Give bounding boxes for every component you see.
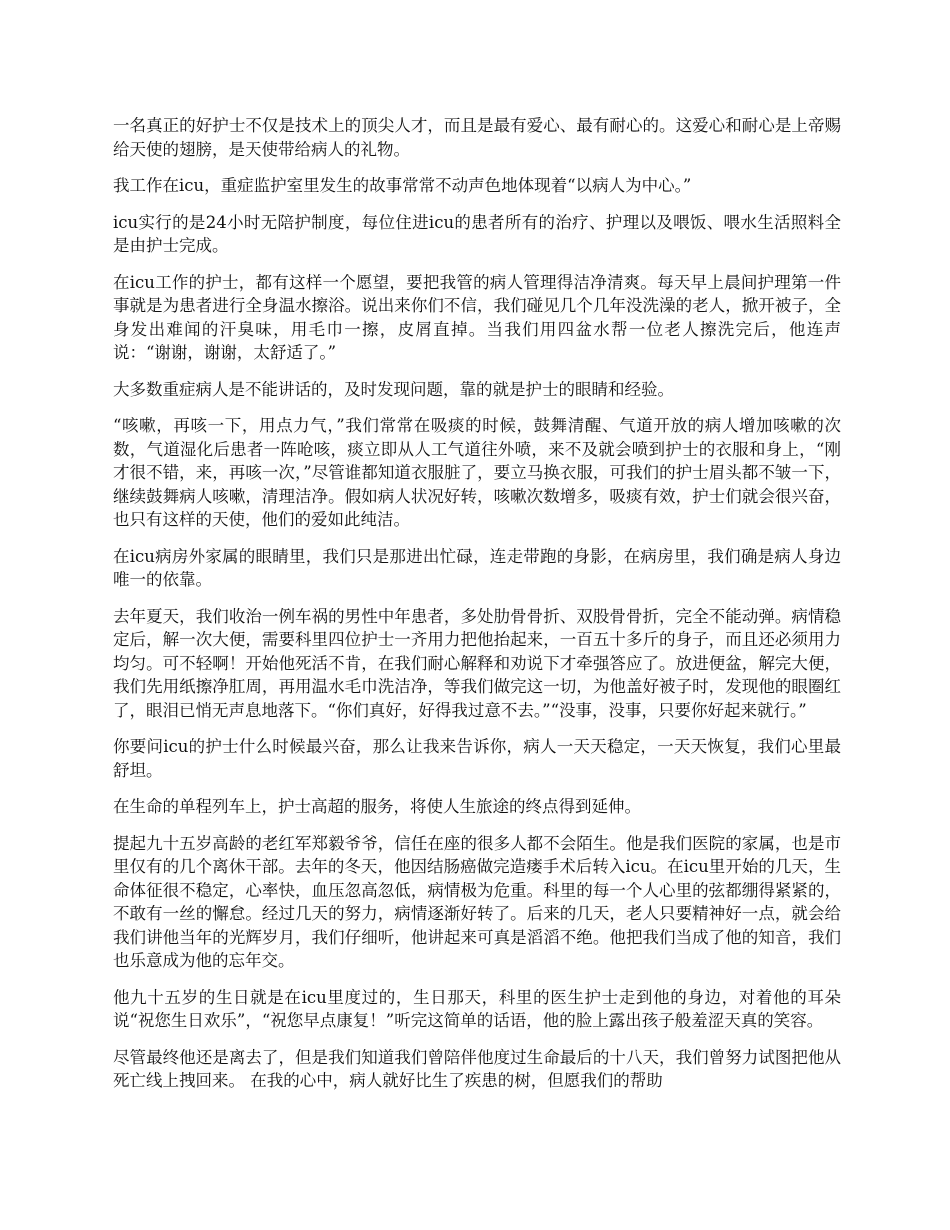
paragraph: 尽管最终他还是离去了，但是我们知道我们曾陪伴他度过生命最后的十八天，我们曾努力试图把他从死亡线上拽回来。 在我的心中，病人就好比生了疾患的树，但愿我们的帮助 — [113, 1047, 841, 1090]
paragraph: 提起九十五岁高龄的老红军郑毅爷爷，信任在座的很多人都不会陌生。他是我们医院的家属，也是市里仅有的几个离休干部。去年的冬天，他因结肠癌做完造瘘手术后转入icu。在icu里开始的几天，生命体征很不稳定，心率快，血压忽高忽低，病情极为危重。科里的每一个人心里的弦都绷得紧紧的，不敢有一丝的懈怠。经过几天的努力，病情逐渐好转了。后来的几天，老人只要精神好一点，就会给我们讲他当年的光辉岁月，我们仔细听，他讲起来可真是滔滔不绝。他把我们当成了他的知音，我们也乐意成为他的忘年交。 — [113, 833, 841, 970]
paragraph: 我工作在icu，重症监护室里发生的故事常常不动声色地体现着“以病人为中心。” — [113, 176, 692, 195]
paragraph: 去年夏天，我们收治一例车祸的男性中年患者，多处肋骨骨折、双股骨骨折，完全不能动弹。病情稳定后，解一次大便，需要科里四位护士一齐用力把他抬起来，一百五十多斤的身子，而且还必须用力均匀。可不轻啊！开始他死活不肯，在我们耐心解释和劝说下才牵强答应了。放进便盆，解完大便，我们先用纸擦净肛周，再用温水毛巾洗洁净，等我们做完这一切，为他盖好被子时，发现他的眼圈红了，眼泪已悄无声息地落下。“你们真好，好得我过意不去。”“没事，没事，只要你好起来就行。” — [113, 606, 841, 720]
paragraph: 一名真正的好护士不仅是技术上的顶尖人才，而且是最有爱心、最有耐心的。这爱心和耐心是上帝赐给天使的翅膀，是天使带给病人的礼物。 — [113, 116, 841, 159]
paragraph: 在icu工作的护士，都有这样一个愿望，要把我管的病人管理得洁净清爽。每天早上晨间护理第一件事就是为患者进行全身温水擦浴。说出来你们不信，我们碰见几个几年没洗澡的老人，掀开被子，全身发出难闻的汗臭味，用毛巾一擦，皮屑直掉。当我们用四盆水帮一位老人擦洗完后，他连声说：“谢谢，谢谢，太舒适了。” — [113, 272, 841, 362]
paragraph: 大多数重症病人是不能讲话的，及时发现问题，靠的就是护士的眼睛和经验。 — [113, 379, 674, 399]
paragraph: icu实行的是24小时无陪护制度，每位住进icu的患者所有的治疗、护理以及喂饭、喂水生活照料全是由护士完成。 — [113, 212, 841, 255]
paragraph: 你要问icu的护士什么时候最兴奋，那么让我来告诉你，病人一天天稳定，一天天恢复，我们心里最舒坦。 — [113, 737, 841, 780]
paragraph: “咳嗽，再咳一下，用点力气，”我们常常在吸痰的时候，鼓舞清醒、气道开放的病人增加咳嗽的次数，气道湿化后患者一阵呛咳，痰立即从人工气道往外喷，来不及就会喷到护士的衣服和身上，“刚才很不错，来，再咳一次，”尽管谁都知道衣服脏了，要立马换衣服，可我们的护士眉头都不皱一下，继续鼓舞病人咳嗽，清理洁净。假如病人状况好转，咳嗽次数增多，吸痰有效，护士们就会很兴奋，也只有这样的天使，他们的爱如此纯洁。 — [113, 416, 841, 529]
paragraph: 在生命的单程列车上，护士高超的服务，将使人生旅途的终点得到延伸。 — [113, 797, 641, 816]
document-body — [113, 114, 841, 1106]
paragraph: 他九十五岁的生日就是在icu里度过的，生日那天，科里的医生护士走到他的身边，对着他的耳朵说“祝您生日欢乐”，“祝您早点康复！”听完这简单的话语，他的脸上露出孩子般羞涩天真的笑容。 — [113, 987, 841, 1030]
paragraph: 在icu病房外家属的眼睛里，我们只是那进出忙碌，连走带跑的身影，在病房里，我们确是病人身边唯一的依靠。 — [113, 546, 841, 589]
